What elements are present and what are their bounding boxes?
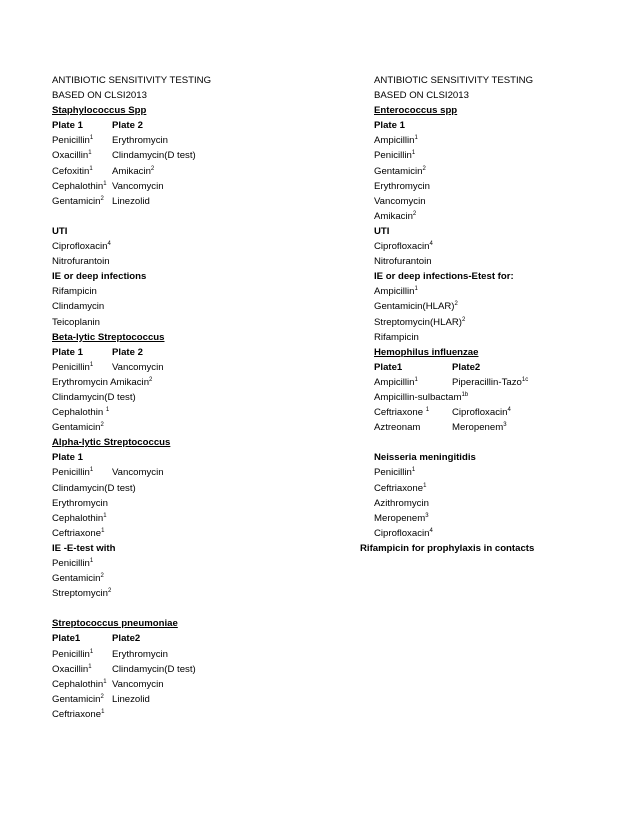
ie-list-left <box>52 284 322 329</box>
drug-item: Amikacin$^2$ <box>374 210 417 222</box>
drug-row: Oxacillin$^1$ Clindamycin(D test) <box>52 663 196 675</box>
pneumo-rows <box>52 647 322 707</box>
uti-heading-left: UTI <box>52 225 68 237</box>
drug-item: Ciprofloxacin$^4$ <box>374 527 433 539</box>
drug-item: Azithromycin <box>374 497 429 509</box>
drug-row: Ceftriaxone $^1$ Ciprofloxacin$^4$ <box>374 407 511 419</box>
title-line-2: BASED ON CLSI2013 <box>52 90 147 102</box>
pneumo-heading: Streptococcus pneumoniae <box>52 618 178 630</box>
drug-item: Rifampicin <box>374 331 419 343</box>
uti-list-right <box>374 239 614 269</box>
drug-item: Ciprofloxacin$^4$ <box>52 241 111 253</box>
drug-item: Clindamycin(D test) <box>52 391 136 403</box>
drug-item: Nitrofurantoin <box>374 256 432 268</box>
drug-row: Cefoxitin$^1$ Amikacin$^2$ <box>52 165 155 177</box>
drug-item: Streptomycin$^2$ <box>52 588 112 600</box>
staph-plate-header: Plate 1 Plate 2 <box>52 120 143 132</box>
drug-row: Penicillin$^1$ Vancomycin <box>52 361 164 373</box>
beta-items <box>52 390 322 435</box>
drug-row: Penicillin$^1$ Erythromycin <box>52 648 168 660</box>
pneumo-last: Ceftriaxone$^1$ <box>52 708 105 720</box>
drug-item: Ampicillin$^1$ <box>374 135 418 147</box>
alpha-items <box>52 481 322 541</box>
drug-row: Cephalothin$^1$ Vancomycin <box>52 180 164 192</box>
drug-item: Clindamycin <box>52 301 105 313</box>
alpha-heading: Alpha-lytic Streptococcus <box>52 437 171 449</box>
drug-item: Clindamycin(D test) <box>52 482 136 494</box>
drug-item: Gentamicin(HLAR)$^2$ <box>374 301 458 313</box>
drug-item: Rifampicin <box>52 286 97 298</box>
uti-list-left <box>52 239 322 269</box>
drug-row: Cephalothin$^1$ Vancomycin <box>52 678 164 690</box>
entero-items <box>374 133 614 224</box>
left-column <box>52 73 322 722</box>
drug-item: Penicillin$^1$ <box>374 150 416 162</box>
drug-row: Gentamicin$^2$ Linezolid <box>52 195 150 207</box>
drug-row: Penicillin$^1$ Vancomycin <box>52 467 164 479</box>
beta-plate-header: Plate 1 Plate 2 <box>52 346 143 358</box>
beta-rows <box>52 360 322 375</box>
drug-item: Cephalothin$^1$ <box>52 512 107 524</box>
ie-heading-left: IE or deep infections <box>52 271 147 283</box>
alpha-rows <box>52 465 322 480</box>
title-line-1: ANTIBIOTIC SENSITIVITY TESTING <box>52 75 212 86</box>
rifampicin-prophylaxis: Rifampicin for prophylaxis in contacts <box>360 542 535 554</box>
ie-etest-heading: IE -E-test with <box>52 542 116 554</box>
right-column <box>360 73 614 556</box>
drug-item: Gentamicin$^2$ <box>52 573 104 585</box>
drug-item: Ceftriaxone$^1$ <box>52 527 105 539</box>
neis-heading: Neisseria meningitidis <box>374 452 476 464</box>
drug-item: Teicoplanin <box>52 316 101 328</box>
drug-item: Erythromycin <box>374 180 430 192</box>
staph-heading: Staphylococcus Spp <box>52 105 147 117</box>
drug-item: Erythromycin <box>52 497 108 509</box>
hemo-rows <box>374 375 614 390</box>
uti-heading-right: UTI <box>374 225 390 237</box>
drug-row: Ampicillin$^1$ Piperacillin-Tazo$^{1c}$ <box>374 376 529 388</box>
title-line-2-right: BASED ON CLSI2013 <box>374 90 469 102</box>
drug-row: Oxacillin$^1$ Clindamycin(D test) <box>52 150 196 162</box>
drug-item: Gentamicin$^2$ <box>374 165 426 177</box>
drug-item: Ceftriaxone$^1$ <box>374 482 427 494</box>
drug-item: Cephalothin $^1$ <box>52 407 110 419</box>
drug-item: Penicillin$^1$ <box>52 558 94 569</box>
drug-row: Gentamicin$^2$ Linezolid <box>52 693 150 705</box>
staph-rows <box>52 133 322 208</box>
amp-sul-line: Ampicillin-sulbactam$^{1b}$ <box>374 391 469 403</box>
entero-plate-header: Plate 1 <box>374 120 405 132</box>
drug-item: Nitrofurantoin <box>52 256 110 268</box>
ie-heading-right: IE or deep infections-Etest for: <box>374 271 514 283</box>
drug-item: Penicillin$^1$ <box>374 467 416 479</box>
pneumo-plate-header: Plate1 Plate2 <box>52 633 141 645</box>
drug-row: Aztreonam Meropenem$^3$ <box>374 422 507 434</box>
hemo-plate-header: Plate1 Plate2 <box>374 361 481 373</box>
drug-row: Penicillin$^1$ Erythromycin <box>52 135 168 147</box>
drug-item: Meropenem$^3$ <box>374 512 429 524</box>
title-line-1-right: ANTIBIOTIC SENSITIVITY TESTING <box>374 75 534 86</box>
ie-etest-items <box>52 556 322 601</box>
beta-heading: Beta-lytic Streptococcus <box>52 331 165 343</box>
neis-items <box>374 465 614 540</box>
drug-item: Gentamicin$^2$ <box>52 422 104 434</box>
ery-amik-line: Erythromycin Amikacin$^2$ <box>52 376 153 388</box>
entero-heading: Enterococcus spp <box>374 105 458 117</box>
drug-item: Ampicillin$^1$ <box>374 286 418 298</box>
drug-item: Streptomycin(HLAR)$^2$ <box>374 316 466 328</box>
ie-list-right <box>374 284 614 344</box>
drug-item: Vancomycin <box>374 195 426 207</box>
hemo-rows-2 <box>374 405 614 435</box>
drug-item: Ciprofloxacin$^4$ <box>374 241 433 253</box>
hemo-heading: Hemophilus influenzae <box>374 346 479 358</box>
alpha-plate-header: Plate 1 <box>52 452 83 464</box>
